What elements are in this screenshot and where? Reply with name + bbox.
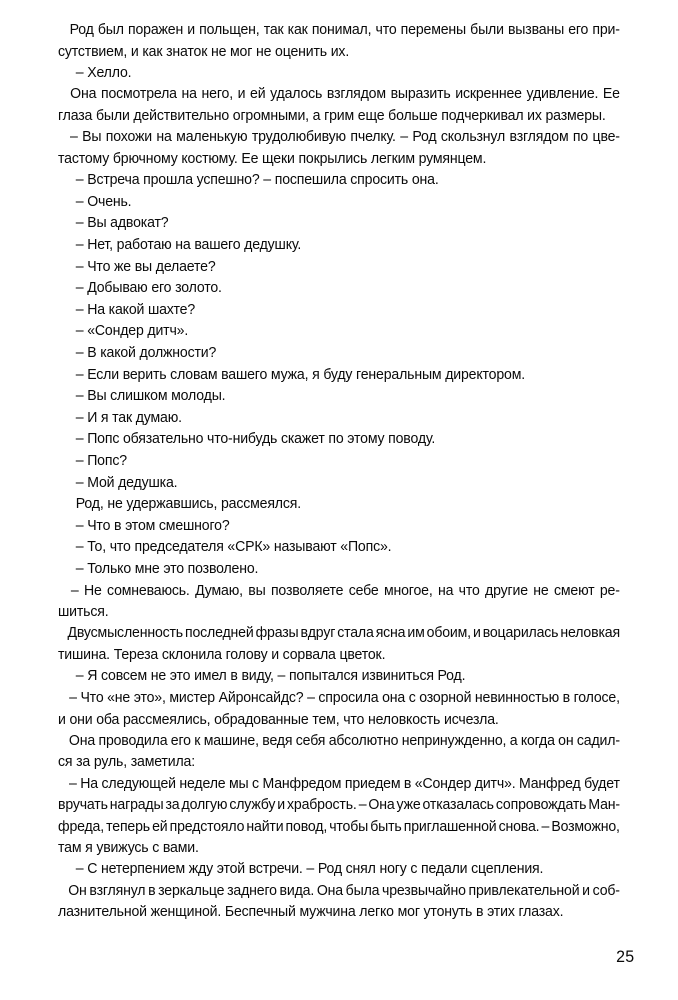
word: взглянул (89, 881, 146, 899)
word: мистер (169, 688, 215, 706)
word: при- (592, 21, 620, 38)
word: и (237, 85, 246, 103)
word: Не (83, 581, 102, 599)
text-line: – Что же вы делаете? (75, 257, 216, 275)
text-line: – Мой дедушка. (75, 473, 178, 491)
word: польщен, (199, 21, 260, 38)
word: к (194, 731, 201, 749)
word: Она (70, 85, 97, 103)
paragraph-indent (58, 730, 66, 752)
word: вдруг (300, 624, 336, 642)
word: Возможно, (551, 817, 620, 835)
word: по (572, 128, 589, 146)
word: это», (133, 688, 166, 706)
word: сопровождать (495, 796, 587, 814)
word: отказалась (422, 796, 494, 814)
word: были (470, 21, 504, 38)
word: его (170, 731, 191, 749)
paragraph-indent (58, 773, 66, 795)
word: Род (69, 21, 94, 38)
word: а (509, 731, 518, 749)
word: маленькую (176, 128, 248, 146)
word: в (148, 881, 156, 899)
word: на (437, 581, 454, 599)
word: была (345, 881, 380, 899)
text-line: – Только мне это позволено. (75, 559, 259, 577)
word: дитч». (474, 774, 516, 792)
word: озорной (419, 688, 472, 706)
word: – (541, 817, 550, 835)
text-line: там я увижусь с вами. (58, 838, 199, 856)
word: Она (368, 796, 395, 814)
word: непринужденно, (401, 731, 507, 749)
word: цве- (592, 128, 620, 146)
text-line: лазнительной женщиной. Беспечный мужчина легко мог утонуть в этих глазах. (58, 903, 564, 921)
text-line: – Что в этом смешного? (75, 516, 230, 534)
word: фразы (255, 624, 299, 642)
text-line (58, 687, 620, 709)
text-line: – И я так думаю. (75, 408, 182, 426)
word: найти (246, 817, 284, 835)
word: многое, (383, 581, 433, 599)
word: На (80, 774, 98, 792)
word: снова. (498, 817, 540, 835)
word: себя (295, 731, 326, 749)
text-line: тишина. Тереза склонила голову и сорвала цветок. (58, 646, 386, 664)
text-line (58, 816, 620, 837)
word: поражен (127, 21, 184, 38)
paragraph-indent (58, 622, 66, 644)
word: в (403, 774, 412, 792)
word: награды (109, 796, 164, 814)
text-line: – Добываю его золото. (75, 279, 222, 297)
word: Он (68, 881, 87, 899)
text-line: Род, не удержавшись, рассмеялся. (75, 495, 301, 513)
word: Айронсайдс? (218, 688, 304, 706)
word: вы (248, 581, 266, 599)
word: на (156, 128, 172, 146)
word: искреннее (455, 85, 522, 103)
word: ясна (375, 624, 406, 642)
paragraph-indent (58, 580, 66, 602)
word: зеркальце (158, 881, 225, 899)
paragraph-indent (58, 687, 66, 709)
word: вызваны (507, 21, 565, 38)
word: – (358, 796, 367, 814)
paragraph-indent (58, 880, 66, 902)
word: – (69, 128, 78, 146)
word: храбрость. (287, 796, 357, 814)
text-line: и они оба рассмеялись, обрадованные тем, что неловкость исчезла. (58, 710, 499, 728)
word: садил- (576, 731, 620, 749)
word: скользнул (440, 128, 506, 146)
word: взглядом (326, 85, 386, 103)
word: чрезвычайно (382, 881, 466, 899)
text-line (58, 622, 620, 644)
word: с (252, 774, 259, 792)
word: и (472, 624, 481, 642)
word: не (533, 581, 549, 599)
word: голосе, (573, 688, 620, 706)
text-line: – Если верить словам вашего мужа, я буду генеральным директором. (75, 365, 525, 383)
word: спросила (318, 688, 379, 706)
paragraph-indent (58, 83, 66, 105)
word: перемены (400, 21, 467, 38)
text-line: – То, что председателя «СРК» называют «Попс». (75, 538, 392, 556)
word: службу (229, 796, 276, 814)
text-line: ся за руль, заметила: (58, 753, 195, 771)
word: на (181, 85, 197, 103)
word: за (165, 796, 180, 814)
word: Вы (82, 128, 102, 146)
word: чтобы (329, 817, 369, 835)
word: и (277, 796, 286, 814)
text-line: – В какой должности? (75, 344, 217, 362)
text-line: – «Сондер дитч». (75, 322, 189, 340)
word: удивление. (526, 85, 599, 103)
text-line: шиться. (58, 603, 109, 621)
word: Двусмысленность (67, 624, 183, 642)
word: в (562, 688, 570, 706)
word: уже (396, 796, 421, 814)
word: Она (68, 731, 96, 749)
paragraph-indent (58, 19, 66, 41)
word: что (458, 581, 480, 599)
word: – (69, 688, 77, 706)
word: проводила (98, 731, 168, 749)
word: стала (337, 624, 374, 642)
text-line: сутствием, и как знаток не мог не оценить их. (58, 42, 350, 60)
word: смеют (553, 581, 595, 599)
word: посмотрела (100, 85, 177, 103)
text-line: – Я совсем не это имел в виду, – попытался извиниться Род. (75, 667, 466, 685)
word: трудолюбивую (251, 128, 346, 146)
word: неловкая (560, 624, 620, 642)
word: обоим, (426, 624, 471, 642)
paragraph-indent (58, 126, 66, 148)
text-line: – Попс обязательно что-нибудь скажет по этому поводу. (75, 430, 436, 448)
word: ре- (599, 581, 620, 599)
text-line: – Вы слишком молоды. (75, 387, 226, 405)
word: им (407, 624, 425, 642)
word: абсолютно (328, 731, 399, 749)
text-line: – На какой шахте? (75, 300, 196, 318)
word: привлекательной (468, 881, 580, 899)
word: предстояло (169, 817, 245, 835)
word: Что (80, 688, 104, 706)
text-line: – Хелло. (75, 63, 132, 81)
text-line: – С нетерпением жду этой встречи. – Род снял ногу с педали сцепления. (75, 860, 544, 878)
word: соб- (592, 881, 620, 899)
word: Манфред (518, 774, 581, 792)
text-line: – Попс? (75, 451, 127, 469)
text-line: глаза были действительно огромными, а грим еще больше подчеркивал их размеры. (58, 107, 606, 125)
word: что (375, 21, 397, 38)
word: Манфредом (262, 774, 342, 792)
word: Ее (602, 85, 620, 103)
word: понимал, (311, 21, 372, 38)
word: Думаю, (195, 581, 243, 599)
text-line: – Вы адвокат? (75, 214, 169, 232)
word: похожи (105, 128, 152, 146)
word: – (70, 581, 79, 599)
text-line (58, 580, 620, 602)
text-line: тастому брючному костюму. Ее щеки покрылись легким румянцем. (58, 149, 487, 167)
text-line (58, 880, 620, 902)
word: повод, (285, 817, 328, 835)
word: он (558, 731, 574, 749)
text-line (58, 19, 620, 41)
word: него, (201, 85, 233, 103)
word: удалось (270, 85, 323, 103)
word: когда (520, 731, 555, 749)
word: машине, (203, 731, 259, 749)
text-line (58, 794, 620, 815)
word: фреда, (58, 817, 105, 835)
word: с (408, 688, 416, 706)
word: – (307, 688, 315, 706)
word: ей (250, 85, 266, 103)
word: ведя (262, 731, 293, 749)
word: и (582, 881, 590, 899)
word: заднего (227, 881, 277, 899)
word: пчелку. (350, 128, 396, 146)
word: она (382, 688, 406, 706)
text-line (58, 730, 620, 752)
word: долгую (181, 796, 228, 814)
word: воцарилась (482, 624, 559, 642)
word: ей (152, 817, 168, 835)
word: «Сондер (414, 774, 472, 792)
word: сомневаюсь. (107, 581, 190, 599)
word: Она (316, 881, 343, 899)
text-line: – Нет, работаю на вашего дедушку. (75, 236, 302, 254)
word: приглашенной (403, 817, 497, 835)
word: его (568, 21, 589, 38)
word: взглядом (509, 128, 569, 146)
word: Ман- (588, 796, 620, 814)
word: мы (228, 774, 249, 792)
word: вида. (279, 881, 315, 899)
word: так (263, 21, 284, 38)
word: – (400, 128, 408, 146)
word: вручать (58, 796, 108, 814)
word: другие (485, 581, 528, 599)
page-text-body (58, 19, 620, 923)
word: – (69, 774, 77, 792)
word: невинностью (474, 688, 559, 706)
word: теперь (106, 817, 150, 835)
text-line: – Встреча прошла успешно? – поспешила спросить она. (75, 171, 439, 189)
word: быть (370, 817, 402, 835)
word: «не (107, 688, 131, 706)
word: Род (412, 128, 437, 146)
word: последней (185, 624, 254, 642)
word: будет (584, 774, 620, 792)
word: неделе (179, 774, 226, 792)
word: приедем (344, 774, 401, 792)
word: себе (348, 581, 379, 599)
text-line (58, 83, 620, 105)
word: выразить (390, 85, 451, 103)
text-line: – Очень. (75, 192, 132, 210)
word: был (97, 21, 124, 38)
word: позволяете (270, 581, 344, 599)
text-line (58, 773, 620, 795)
word: как (287, 21, 308, 38)
word: следующей (101, 774, 176, 792)
page-number: 25 (615, 947, 634, 966)
text-line (58, 126, 620, 148)
word: и (187, 21, 195, 38)
